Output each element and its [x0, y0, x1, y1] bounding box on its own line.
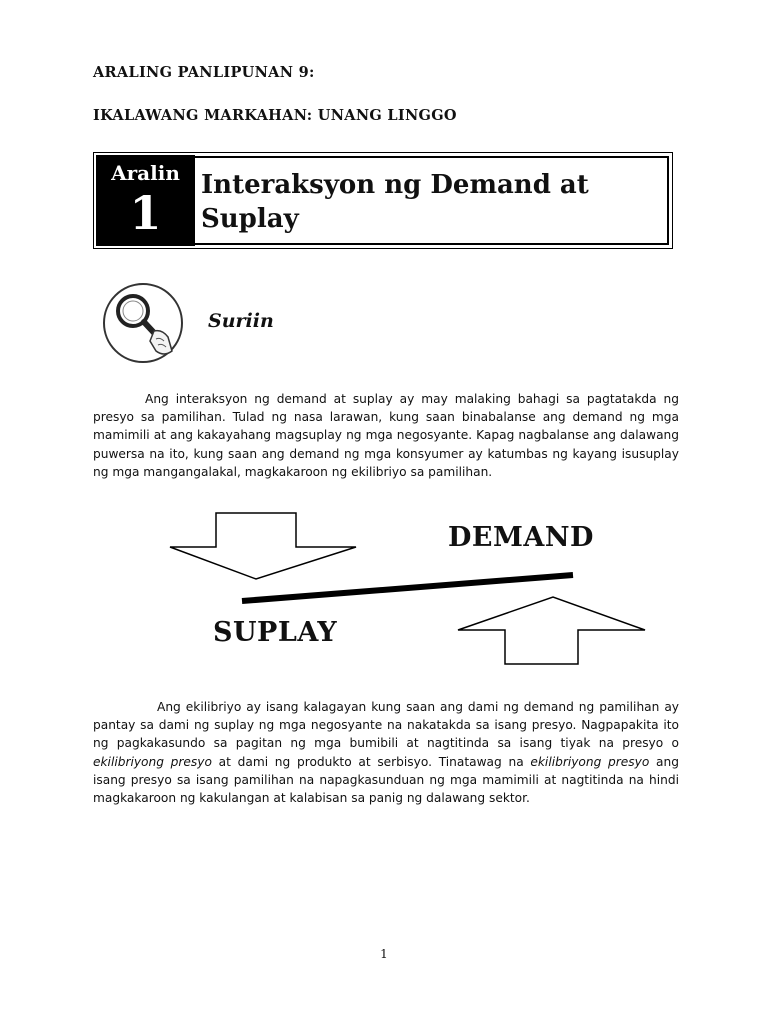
balance-beam: [242, 575, 573, 601]
lesson-number-tab: [96, 155, 195, 246]
suplay-label: SUPLAY: [213, 617, 338, 648]
paragraph-1-text: Ang interaksyon ng demand at suplay ay may malaking bahagi sa pagtatakda ng presyo sa pamilihan. Tulad ng nasa larawan, kung saan binabalanse ang demand ng mga mamimili at ang kakayahang magsuplay ng mga negosyante. Kapag nagbalanse ang dalawang puwersa na ito, kung saan ang demand ng mga konsyumer ay katumbas ng kayang isusuplay ng mga mangangalakal, magkakaroon ng ekilibriyo sa pamilihan.: [93, 392, 679, 479]
paragraph-2-part-3: ang isang presyo sa isang pamilihan na napagkasunduan ng mga mamimili at nagtitinda na hindi magkakaroon ng kakulangan at kalabisan sa panig ng dalawang sektor.: [93, 754, 679, 806]
lesson-title: Interaksyon ng Demand at Suplay: [201, 170, 589, 234]
term-ekilibriyong-presyo-2: ekilibriyong presyo: [530, 754, 650, 769]
magnifying-glass-icon: [102, 281, 184, 369]
supply-arrow-up: [458, 597, 645, 664]
lesson-number: 1: [129, 186, 162, 240]
quarter-heading: IKALAWANG MARKAHAN: UNANG LINGGO: [93, 107, 457, 124]
paragraph-2: [93, 698, 679, 807]
demand-label: DEMAND: [448, 522, 594, 553]
page-number: 1: [380, 947, 388, 961]
subject-heading: ARALING PANLIPUNAN 9:: [93, 64, 315, 81]
lesson-label: Aralin: [111, 161, 180, 185]
term-ekilibriyong-presyo-1: ekilibriyong presyo: [93, 754, 212, 769]
paragraph-1: [93, 390, 679, 481]
demand-arrow-down: [170, 513, 356, 579]
paragraph-2-part-2: at dami ng produkto at serbisyo. Tinatawag na: [211, 754, 531, 769]
section-title: Suriin: [208, 310, 274, 332]
paragraph-2-part-1: Ang ekilibriyo ay isang kalagayan kung saan ang dami ng demand ng pamilihan ay pantay sa dami ng suplay ng mga negosyante na nakatakda sa isang presyo. Nagpapakita ito ng pagkakasundo sa pagitan ng mga bumibili at nagtitinda sa isang tiyak na presyo o: [93, 700, 679, 751]
